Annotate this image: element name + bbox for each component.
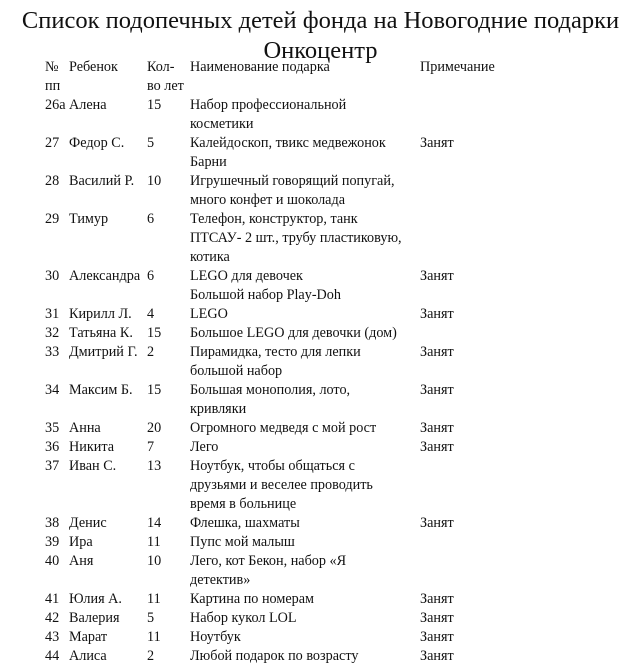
- child-name: Аня: [69, 553, 94, 569]
- child-name: Анна: [69, 420, 101, 436]
- gift-line: Флешка, шахматы: [190, 515, 300, 531]
- gift-line: Лего: [190, 439, 219, 455]
- gift-line: Барни: [190, 154, 227, 170]
- child-name: Юлия А.: [69, 591, 122, 607]
- header-note: Примечание: [420, 59, 495, 75]
- child-name: Никита: [69, 439, 114, 455]
- row-number: 39: [45, 534, 60, 550]
- gift-description: [190, 324, 420, 343]
- child-age: 2: [147, 344, 155, 360]
- child-age: 6: [147, 268, 155, 284]
- status-note: [420, 552, 500, 590]
- child-name: Татьяна К.: [69, 325, 133, 341]
- gift-description: [190, 552, 420, 590]
- status-note: Занят: [420, 515, 454, 531]
- row-number: 28: [45, 173, 60, 189]
- table-row: [45, 267, 500, 305]
- gift-line: Набор кукол LOL: [190, 610, 297, 626]
- gift-line: косметики: [190, 116, 254, 132]
- gift-description: [190, 457, 420, 514]
- gift-line: Большое LEGO для девочки (дом): [190, 325, 397, 341]
- gift-description: [190, 210, 420, 267]
- child-age: 15: [147, 97, 162, 113]
- child-name: Кирилл Л.: [69, 306, 132, 322]
- row-number: 32: [45, 325, 60, 341]
- child-age: 11: [147, 534, 161, 550]
- gift-line: LEGO: [190, 306, 228, 322]
- table-row: [45, 210, 500, 267]
- gift-description: [190, 343, 420, 381]
- status-note: Занят: [420, 439, 454, 455]
- row-number: 30: [45, 268, 60, 284]
- row-number: 35: [45, 420, 60, 436]
- status-note: Занят: [420, 306, 454, 322]
- table-header-row: [45, 58, 500, 96]
- table-row: [45, 533, 500, 552]
- gift-line: время в больнице: [190, 496, 297, 512]
- header-gift: Наименование подарка: [190, 59, 330, 75]
- status-note: Занят: [420, 629, 454, 645]
- gift-description: [190, 628, 420, 647]
- row-number: 29: [45, 211, 60, 227]
- gift-description: [190, 647, 420, 666]
- child-age: 11: [147, 629, 161, 645]
- child-age: 6: [147, 211, 155, 227]
- child-name: Федор С.: [69, 135, 125, 151]
- table-row: [45, 457, 500, 514]
- status-note: Занят: [420, 648, 454, 664]
- child-name: Ира: [69, 534, 93, 550]
- gift-description: [190, 172, 420, 210]
- child-age: 7: [147, 439, 155, 455]
- gift-line: Картина по номерам: [190, 591, 315, 607]
- gift-description: [190, 438, 420, 457]
- row-number: 37: [45, 458, 60, 474]
- document-title: Список подопечных детей фонда на Новогодние подарки: [21, 7, 620, 34]
- status-note: Занят: [420, 344, 454, 360]
- gift-description: [190, 267, 420, 305]
- child-name: Алена: [69, 97, 107, 113]
- child-name: Денис: [69, 515, 107, 531]
- gift-description: [190, 514, 420, 533]
- child-age: 15: [147, 382, 162, 398]
- status-note: Занят: [420, 135, 454, 151]
- child-name: Валерия: [69, 610, 120, 626]
- child-age: 10: [147, 553, 162, 569]
- table-row: [45, 590, 500, 609]
- row-number: 41: [45, 591, 60, 607]
- gift-description: [190, 305, 420, 324]
- gift-description: [190, 609, 420, 628]
- table-row: [45, 514, 500, 533]
- gift-line: большой набор: [190, 363, 283, 379]
- status-note: Занят: [420, 268, 454, 284]
- child-name: Тимур: [69, 211, 109, 227]
- status-note: Занят: [420, 610, 454, 626]
- row-number: 43: [45, 629, 60, 645]
- gift-description: [190, 419, 420, 438]
- gift-line: кривляки: [190, 401, 247, 417]
- child-age: 4: [147, 306, 155, 322]
- gift-line: Пирамидка, тесто для лепки: [190, 344, 361, 360]
- gift-line: много конфет и шоколада: [190, 192, 345, 208]
- gift-line: LEGO для девочек: [190, 268, 303, 284]
- children-gift-table: [45, 58, 500, 666]
- gift-line: детектив»: [190, 572, 251, 588]
- gift-line: Любой подарок по возрасту: [190, 648, 359, 664]
- table-row: [45, 438, 500, 457]
- gift-description: [190, 134, 420, 172]
- gift-line: Набор профессиональной: [190, 97, 347, 113]
- table-row: [45, 305, 500, 324]
- row-number: 27: [45, 135, 60, 151]
- status-note: Занят: [420, 420, 454, 436]
- gift-description: [190, 590, 420, 609]
- gift-line: Лего, кот Бекон, набор «Я: [190, 553, 347, 569]
- child-age: 11: [147, 591, 161, 607]
- table-row: [45, 96, 500, 134]
- child-age: 10: [147, 173, 162, 189]
- table-row: [45, 134, 500, 172]
- status-note: Занят: [420, 382, 454, 398]
- row-number: 42: [45, 610, 60, 626]
- header-child: Ребенок: [69, 59, 118, 75]
- gift-line: котика: [190, 249, 230, 265]
- status-note: [420, 324, 500, 343]
- child-age: 13: [147, 458, 162, 474]
- table-row: [45, 172, 500, 210]
- row-number: 34: [45, 382, 60, 398]
- table-row: [45, 419, 500, 438]
- table-row: [45, 343, 500, 381]
- row-number: 40: [45, 553, 60, 569]
- child-name: Василий Р.: [69, 173, 135, 189]
- table-row: [45, 609, 500, 628]
- gift-description: [190, 533, 420, 552]
- gift-line: друзьями и веселее проводить: [190, 477, 373, 493]
- gift-line: Большая монополия, лото,: [190, 382, 351, 398]
- gift-line: Пупс мой малыш: [190, 534, 295, 550]
- document-subtitle: Онкоцентр: [263, 37, 378, 64]
- gift-description: [190, 96, 420, 134]
- gift-line: ПТСАУ- 2 шт., трубу пластиковую,: [190, 230, 402, 246]
- status-note: [420, 457, 500, 514]
- gift-description: [190, 381, 420, 419]
- status-note: [420, 210, 500, 267]
- child-age: 15: [147, 325, 162, 341]
- gift-line: Большой набор Play-Doh: [190, 287, 341, 303]
- status-note: Занят: [420, 591, 454, 607]
- header-age: Кол- во лет: [147, 59, 184, 94]
- gift-line: Телефон, конструктор, танк: [190, 211, 358, 227]
- gift-line: Игрушечный говорящий попугай,: [190, 173, 395, 189]
- child-age: 5: [147, 135, 155, 151]
- row-number: 36: [45, 439, 60, 455]
- gift-line: Ноутбук: [190, 629, 241, 645]
- table-row: [45, 647, 500, 666]
- table-row: [45, 381, 500, 419]
- status-note: [420, 533, 500, 552]
- row-number: 33: [45, 344, 60, 360]
- header-num: № пп: [45, 59, 61, 94]
- child-name: Максим Б.: [69, 382, 133, 398]
- child-name: Александра: [69, 268, 141, 284]
- table-row: [45, 552, 500, 590]
- row-number: 38: [45, 515, 60, 531]
- gift-line: Огромного медведя с мой рост: [190, 420, 377, 436]
- gift-line: Калейдоскоп, твикс медвежонок: [190, 135, 386, 151]
- row-number: 31: [45, 306, 60, 322]
- child-age: 2: [147, 648, 155, 664]
- child-name: Алиса: [69, 648, 107, 664]
- table-row: [45, 628, 500, 647]
- table-row: [45, 324, 500, 343]
- child-age: 20: [147, 420, 162, 436]
- child-name: Иван С.: [69, 458, 117, 474]
- row-number: 26а: [45, 97, 66, 113]
- child-age: 5: [147, 610, 155, 626]
- status-note: [420, 96, 500, 134]
- child-name: Дмитрий Г.: [69, 344, 138, 360]
- row-number: 44: [45, 648, 60, 664]
- child-age: 14: [147, 515, 162, 531]
- gift-line: Ноутбук, чтобы общаться с: [190, 458, 355, 474]
- status-note: [420, 172, 500, 210]
- child-name: Марат: [69, 629, 108, 645]
